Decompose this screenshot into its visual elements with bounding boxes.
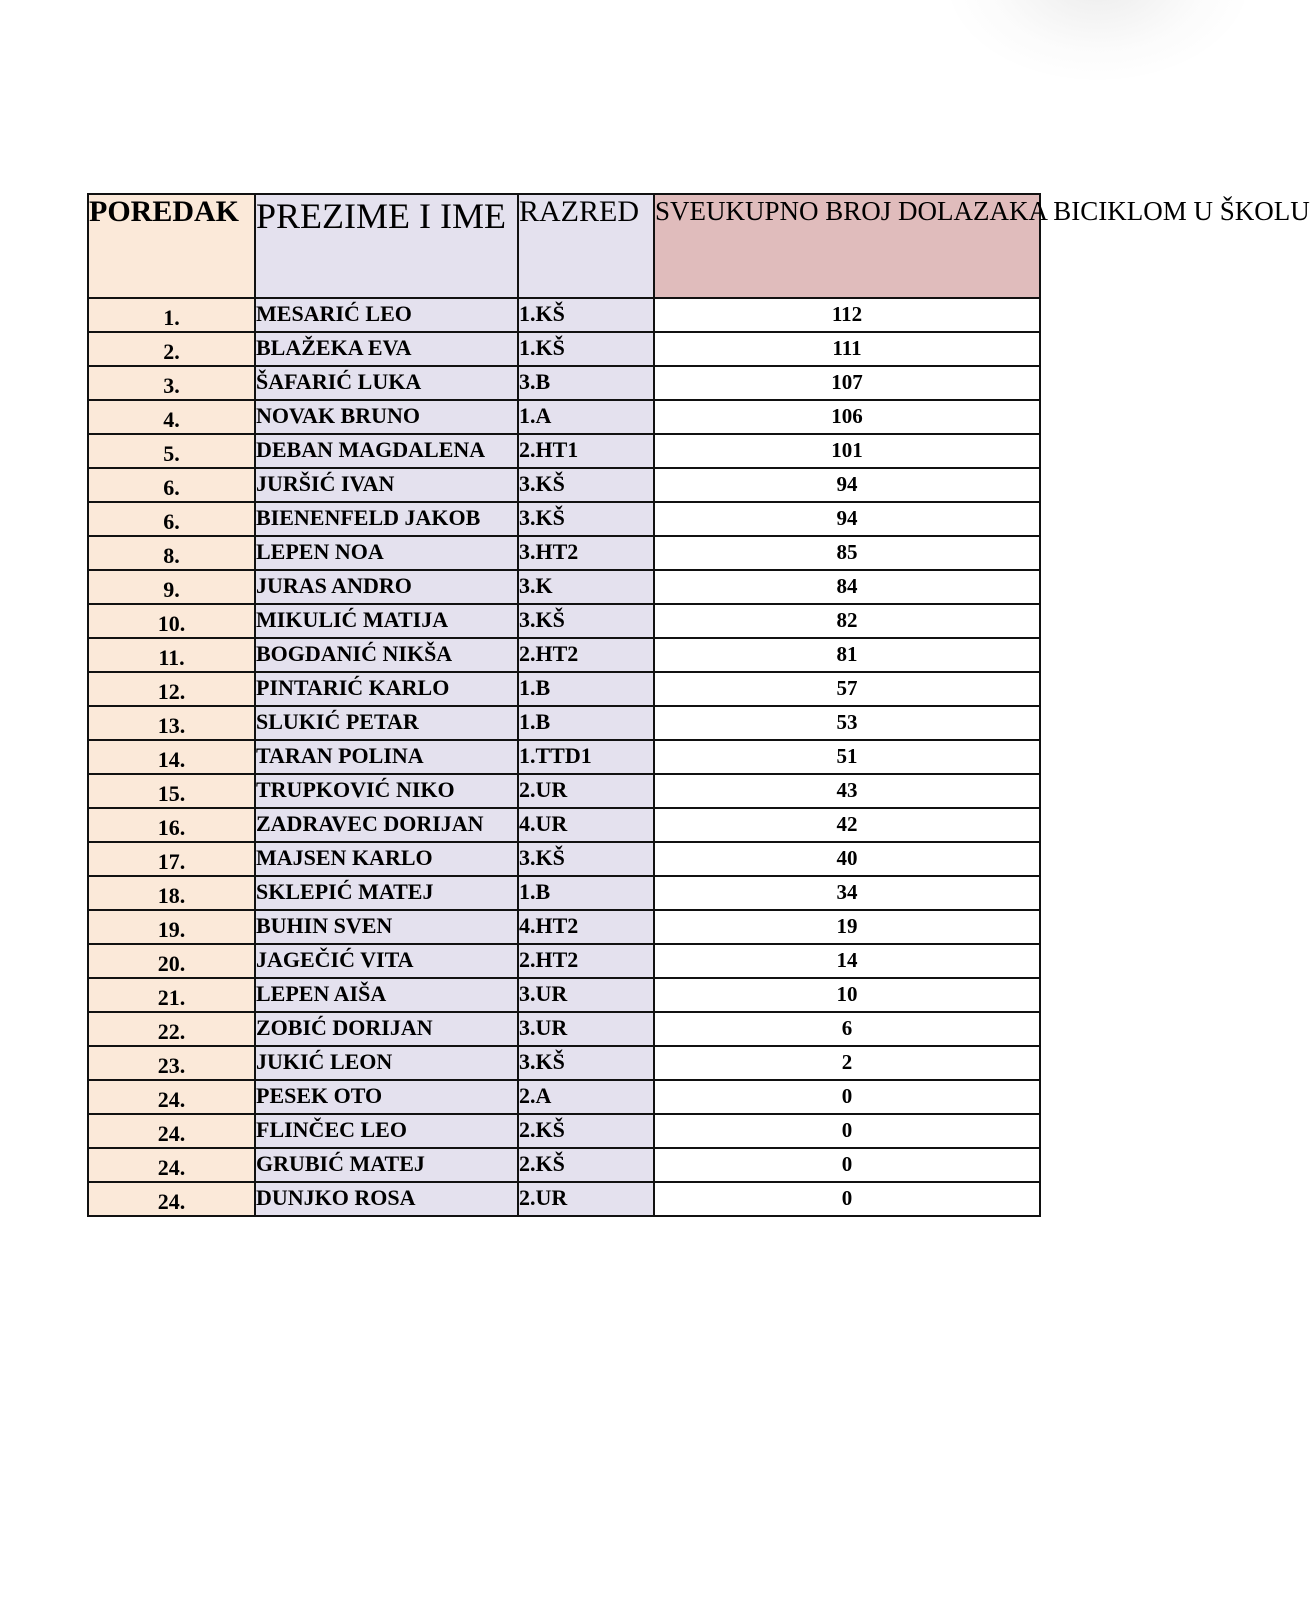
class-cell: 1.A: [518, 400, 654, 434]
total-cell: 112: [654, 298, 1040, 332]
table-row: [88, 1080, 1040, 1114]
rank-cell: 24.: [88, 1080, 255, 1114]
rank-cell: 5.: [88, 434, 255, 468]
total-cell: 34: [654, 876, 1040, 910]
class-cell: 3.KŠ: [518, 502, 654, 536]
class-cell: 3.HT2: [518, 536, 654, 570]
name-cell: PESEK OTO: [255, 1080, 518, 1114]
rank-cell: 17.: [88, 842, 255, 876]
total-cell: 43: [654, 774, 1040, 808]
class-cell: 2.HT2: [518, 638, 654, 672]
name-cell: PINTARIĆ KARLO: [255, 672, 518, 706]
rank-cell: 23.: [88, 1046, 255, 1080]
corner-shadow: [948, 0, 1248, 80]
name-cell: JUKIĆ LEON: [255, 1046, 518, 1080]
class-cell: 1.B: [518, 672, 654, 706]
class-cell: 2.A: [518, 1080, 654, 1114]
table-row: [88, 944, 1040, 978]
table-row: [88, 774, 1040, 808]
class-cell: 2.HT2: [518, 944, 654, 978]
total-cell: 94: [654, 502, 1040, 536]
header-row: [88, 194, 1040, 298]
table-row: [88, 978, 1040, 1012]
total-cell: 40: [654, 842, 1040, 876]
rank-cell: 6.: [88, 468, 255, 502]
class-cell: 3.KŠ: [518, 842, 654, 876]
total-cell: 14: [654, 944, 1040, 978]
rank-cell: 18.: [88, 876, 255, 910]
name-cell: SLUKIĆ PETAR: [255, 706, 518, 740]
class-cell: 2.UR: [518, 774, 654, 808]
table-row: [88, 638, 1040, 672]
name-cell: TARAN POLINA: [255, 740, 518, 774]
total-cell: 94: [654, 468, 1040, 502]
name-cell: BOGDANIĆ NIKŠA: [255, 638, 518, 672]
name-cell: DEBAN MAGDALENA: [255, 434, 518, 468]
rank-cell: 21.: [88, 978, 255, 1012]
header-rank: POREDAK: [88, 194, 255, 298]
name-cell: JAGEČIĆ VITA: [255, 944, 518, 978]
name-cell: MESARIĆ LEO: [255, 298, 518, 332]
table-row: [88, 910, 1040, 944]
rank-cell: 12.: [88, 672, 255, 706]
total-cell: 0: [654, 1114, 1040, 1148]
class-cell: 1.B: [518, 706, 654, 740]
class-cell: 2.HT1: [518, 434, 654, 468]
name-cell: JURŠIĆ IVAN: [255, 468, 518, 502]
rank-cell: 10.: [88, 604, 255, 638]
class-cell: 3.K: [518, 570, 654, 604]
table-row: [88, 570, 1040, 604]
total-cell: 6: [654, 1012, 1040, 1046]
name-cell: FLINČEC LEO: [255, 1114, 518, 1148]
class-cell: 3.UR: [518, 978, 654, 1012]
total-cell: 0: [654, 1182, 1040, 1216]
total-cell: 57: [654, 672, 1040, 706]
table-row: [88, 400, 1040, 434]
table-row: [88, 842, 1040, 876]
table-row: [88, 1148, 1040, 1182]
ranking-table: [87, 193, 1310, 1217]
total-cell: 2: [654, 1046, 1040, 1080]
class-cell: 2.KŠ: [518, 1148, 654, 1182]
table-row: [88, 672, 1040, 706]
class-cell: 3.KŠ: [518, 604, 654, 638]
table-row: [88, 604, 1040, 638]
name-cell: ZOBIĆ DORIJAN: [255, 1012, 518, 1046]
rank-cell: 8.: [88, 536, 255, 570]
name-cell: TRUPKOVIĆ NIKO: [255, 774, 518, 808]
table-row: [88, 1012, 1040, 1046]
table-row: [88, 502, 1040, 536]
class-cell: 1.KŠ: [518, 298, 654, 332]
rank-cell: 19.: [88, 910, 255, 944]
total-cell: 106: [654, 400, 1040, 434]
class-cell: 3.KŠ: [518, 468, 654, 502]
header-total: SVEUKUPNO BROJ DOLAZAKA BICIKLOM U ŠKOLU: [654, 194, 1040, 298]
total-cell: 82: [654, 604, 1040, 638]
rank-cell: 24.: [88, 1182, 255, 1216]
table-row: [88, 740, 1040, 774]
class-cell: 3.KŠ: [518, 1046, 654, 1080]
table-row: [88, 298, 1040, 332]
name-cell: BLAŽEKA EVA: [255, 332, 518, 366]
table-row: [88, 468, 1040, 502]
table-body: [88, 298, 1040, 1216]
rank-cell: 15.: [88, 774, 255, 808]
table-row: [88, 536, 1040, 570]
table-row: [88, 366, 1040, 400]
rank-cell: 16.: [88, 808, 255, 842]
rank-cell: 11.: [88, 638, 255, 672]
total-cell: 101: [654, 434, 1040, 468]
total-cell: 111: [654, 332, 1040, 366]
name-cell: SKLEPIĆ MATEJ: [255, 876, 518, 910]
rank-cell: 9.: [88, 570, 255, 604]
total-cell: 53: [654, 706, 1040, 740]
name-cell: LEPEN NOA: [255, 536, 518, 570]
total-cell: 51: [654, 740, 1040, 774]
rank-cell: 1.: [88, 298, 255, 332]
rank-cell: 22.: [88, 1012, 255, 1046]
rank-cell: 6.: [88, 502, 255, 536]
total-cell: 107: [654, 366, 1040, 400]
header-name: PREZIME I IME: [255, 194, 518, 298]
name-cell: ZADRAVEC DORIJAN: [255, 808, 518, 842]
class-cell: 4.HT2: [518, 910, 654, 944]
name-cell: DUNJKO ROSA: [255, 1182, 518, 1216]
table-row: [88, 434, 1040, 468]
total-cell: 81: [654, 638, 1040, 672]
name-cell: JURAS ANDRO: [255, 570, 518, 604]
rank-cell: 4.: [88, 400, 255, 434]
class-cell: 1.TTD1: [518, 740, 654, 774]
class-cell: 2.KŠ: [518, 1114, 654, 1148]
name-cell: BIENENFELD JAKOB: [255, 502, 518, 536]
rank-cell: 24.: [88, 1148, 255, 1182]
name-cell: ŠAFARIĆ LUKA: [255, 366, 518, 400]
name-cell: GRUBIĆ MATEJ: [255, 1148, 518, 1182]
class-cell: 1.KŠ: [518, 332, 654, 366]
rank-cell: 14.: [88, 740, 255, 774]
total-cell: 19: [654, 910, 1040, 944]
name-cell: NOVAK BRUNO: [255, 400, 518, 434]
table-row: [88, 706, 1040, 740]
total-cell: 85: [654, 536, 1040, 570]
total-cell: 84: [654, 570, 1040, 604]
table-row: [88, 1114, 1040, 1148]
name-cell: MIKULIĆ MATIJA: [255, 604, 518, 638]
name-cell: LEPEN AIŠA: [255, 978, 518, 1012]
rank-cell: 3.: [88, 366, 255, 400]
rank-cell: 20.: [88, 944, 255, 978]
total-cell: 0: [654, 1148, 1040, 1182]
name-cell: MAJSEN KARLO: [255, 842, 518, 876]
class-cell: 2.UR: [518, 1182, 654, 1216]
class-cell: 1.B: [518, 876, 654, 910]
table-row: [88, 808, 1040, 842]
class-cell: 3.UR: [518, 1012, 654, 1046]
table-row: [88, 1046, 1040, 1080]
class-cell: 3.B: [518, 366, 654, 400]
table-row: [88, 332, 1040, 366]
table-row: [88, 1182, 1040, 1216]
table-row: [88, 876, 1040, 910]
rank-cell: 24.: [88, 1114, 255, 1148]
rank-cell: 13.: [88, 706, 255, 740]
name-cell: BUHIN SVEN: [255, 910, 518, 944]
class-cell: 4.UR: [518, 808, 654, 842]
total-cell: 0: [654, 1080, 1040, 1114]
total-cell: 42: [654, 808, 1040, 842]
rank-cell: 2.: [88, 332, 255, 366]
header-class: RAZRED: [518, 194, 654, 298]
total-cell: 10: [654, 978, 1040, 1012]
